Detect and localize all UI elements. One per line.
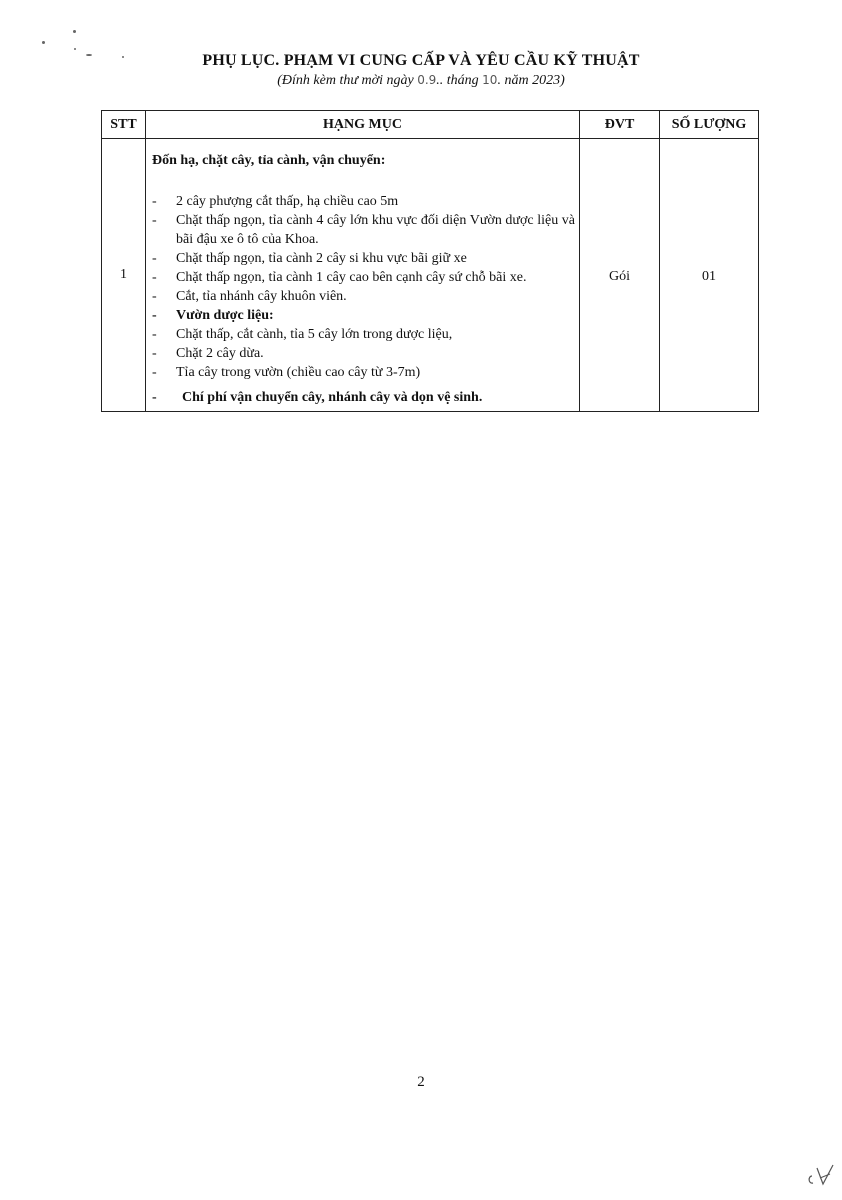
bullet-text: Chặt thấp ngọn, tỉa cành 2 cây si khu vực bãi giữ xe bbox=[176, 251, 467, 266]
bullet-dash: - bbox=[152, 365, 157, 380]
list-item bbox=[152, 325, 575, 344]
subtitle-prefix: (Đính kèm thư mời ngày bbox=[277, 73, 418, 88]
table-header-row bbox=[102, 111, 759, 139]
list-item bbox=[152, 287, 575, 306]
bullet-text: Cắt, tỉa nhánh cây khuôn viên. bbox=[176, 289, 347, 304]
bullet-dash: - bbox=[152, 194, 157, 209]
scan-speck bbox=[73, 30, 76, 33]
bullet-text: Vườn dược liệu: bbox=[176, 308, 274, 323]
page-number: 2 bbox=[417, 1074, 425, 1090]
scope-table bbox=[101, 110, 759, 412]
scan-speck bbox=[74, 48, 76, 50]
list-item bbox=[152, 344, 575, 363]
handwritten-month: 10 bbox=[482, 73, 498, 87]
header-item: HẠNG MỤC bbox=[146, 111, 580, 139]
list-item bbox=[152, 249, 575, 268]
bullet-dash: - bbox=[152, 270, 157, 285]
bullet-dash: - bbox=[152, 289, 157, 304]
row-quantity: 01 bbox=[660, 139, 759, 412]
bullet-text: Chặt thấp ngọn, tỉa cành 4 cây lớn khu vực đối diện Vườn dược liệu và bãi đậu xe ô tô của Khoa. bbox=[176, 213, 575, 247]
handwritten-day: 0.9 bbox=[417, 73, 437, 87]
bullet-dash: - bbox=[152, 327, 157, 342]
document-title: PHỤ LỤC. PHẠM VI CUNG CẤP VÀ YÊU CẦU KỸ THUẬT bbox=[202, 52, 640, 69]
bullet-dash: - bbox=[152, 251, 157, 266]
subtitle-suffix: . năm 2023) bbox=[497, 73, 565, 88]
bullet-text: Chặt thấp, cắt cành, tỉa 5 cây lớn trong dược liệu, bbox=[176, 327, 453, 342]
list-item bbox=[152, 211, 575, 249]
bullet-dash: - bbox=[152, 346, 157, 361]
bullet-dash: - bbox=[152, 390, 157, 405]
item-bullet-list bbox=[152, 192, 575, 407]
bullet-text: 2 cây phượng cắt thấp, hạ chiều cao 5m bbox=[176, 194, 399, 209]
document-subtitle bbox=[0, 73, 842, 89]
list-item bbox=[152, 192, 575, 211]
scan-speck bbox=[86, 54, 92, 56]
header-unit: ĐVT bbox=[580, 111, 660, 139]
row-unit: Gói bbox=[580, 139, 660, 412]
row-stt: 1 bbox=[102, 139, 146, 412]
list-item bbox=[152, 268, 575, 287]
row-item bbox=[146, 139, 580, 412]
bullet-dash: - bbox=[152, 308, 157, 323]
scan-speck bbox=[122, 56, 124, 58]
header-stt: STT bbox=[102, 111, 146, 139]
scan-speck bbox=[42, 41, 45, 44]
bullet-text: Chặt thấp ngọn, tỉa cành 1 cây cao bên cạnh cây sứ chỗ bãi xe. bbox=[176, 270, 527, 285]
header-quantity: SỐ LƯỢNG bbox=[660, 111, 759, 139]
bullet-text: Tỉa cây trong vườn (chiều cao cây từ 3-7m) bbox=[176, 365, 421, 380]
list-item bbox=[152, 363, 575, 382]
subtitle-month-prefix: .. tháng bbox=[436, 73, 483, 88]
item-heading: Đốn hạ, chặt cây, tỉa cành, vận chuyển: bbox=[152, 153, 386, 168]
bullet-text: Chặt 2 cây dừa. bbox=[176, 346, 264, 361]
handwritten-initials-mark bbox=[806, 1162, 836, 1188]
bullet-dash: - bbox=[152, 213, 157, 228]
list-item bbox=[152, 306, 575, 325]
list-item bbox=[152, 388, 575, 407]
table-row bbox=[102, 139, 759, 412]
bullet-text: Chí phí vận chuyển cây, nhánh cây và dọn vệ sinh. bbox=[182, 390, 483, 405]
